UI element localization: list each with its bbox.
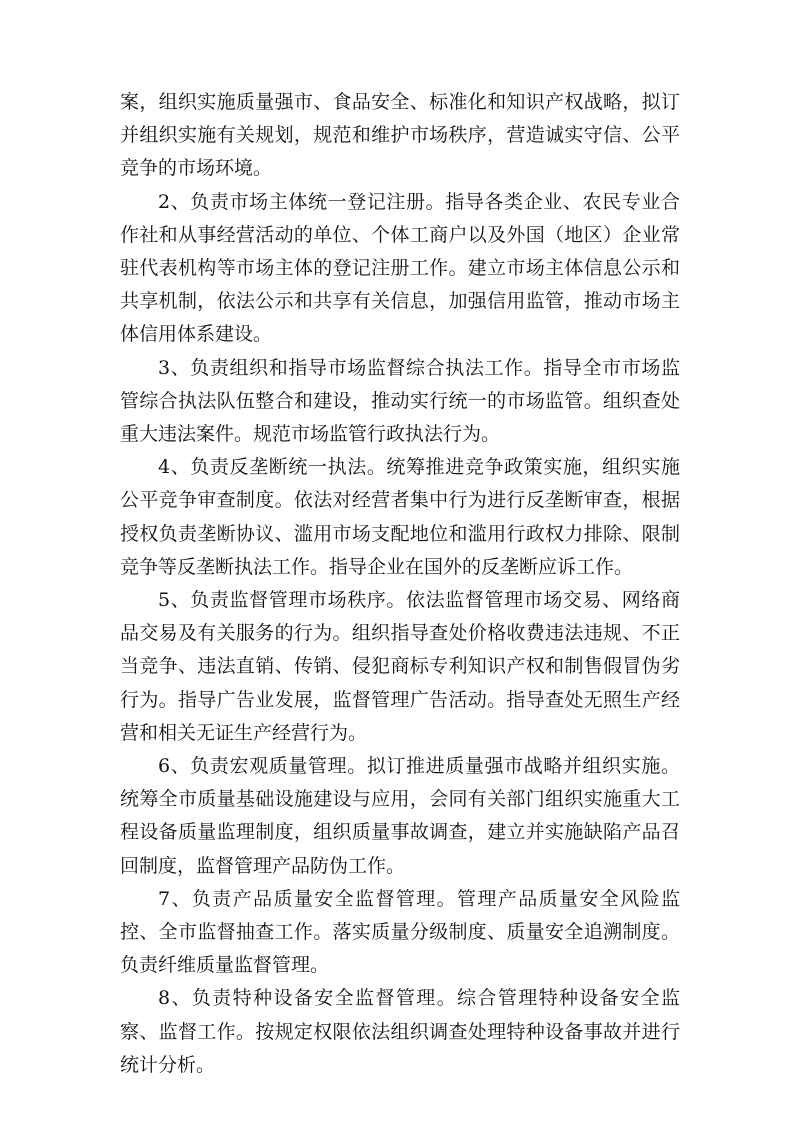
paragraph-item-4: 4、负责反垄断统一执法。统筹推进竞争政策实施，组织实施公平竞争审查制度。依法对经营者集中行为进行反垄断审查，根据授权负责垄断协议、滥用市场支配地位和滥用行政权力排除、限制竞争等反垄断执法工作。指导企业在国外的反垄断应诉工作。 (120, 456, 680, 578)
paragraph-item-8: 8、负责特种设备安全监督管理。综合管理特种设备安全监察、监督工作。按规定权限依法组织调查处理特种设备事故并进行统计分析。 (120, 987, 680, 1076)
paragraph-item-6: 6、负责宏观质量管理。拟订推进质量强市战略并组织实施。统筹全市质量基础设施建设与应用，会同有关部门组织实施重大工程设备质量监理制度，组织质量事故调查，建立并实施缺陷产品召回制度，监督管理产品防伪工作。 (120, 755, 680, 877)
document-page (120, 86, 680, 1082)
paragraph-continuation: 案，组织实施质量强市、食品安全、标准化和知识产权战略，拟订并组织实施有关规划，规范和维护市场秩序，营造诚实守信、公平竞争的市场环境。 (120, 91, 680, 180)
paragraph-item-2: 2、负责市场主体统一登记注册。指导各类企业、农民专业合作社和从事经营活动的单位、个体工商户以及外国（地区）企业常驻代表机构等市场主体的登记注册工作。建立市场主体信息公示和共享机制，依法公示和共享有关信息，加强信用监管，推动市场主体信用体系建设。 (120, 190, 680, 346)
paragraph-item-3: 3、负责组织和指导市场监督综合执法工作。指导全市市场监管综合执法队伍整合和建设，推动实行统一的市场监管。组织查处重大违法案件。规范市场监管行政执法行为。 (120, 356, 680, 446)
paragraph-item-5: 5、负责监督管理市场秩序。依法监督管理市场交易、网络商品交易及有关服务的行为。组织指导查处价格收费违法违规、不正当竞争、违法直销、传销、侵犯商标专利知识产权和制售假冒伪劣行为。指导广告业发展，监督管理广告活动。指导查处无照生产经营和相关无证生产经营行为。 (120, 589, 680, 744)
paragraph-item-7: 7、负责产品质量安全监督管理。管理产品质量安全风险监控、全市监督抽查工作。落实质量分级制度、质量安全追溯制度。负责纤维质量监督管理。 (120, 887, 680, 977)
